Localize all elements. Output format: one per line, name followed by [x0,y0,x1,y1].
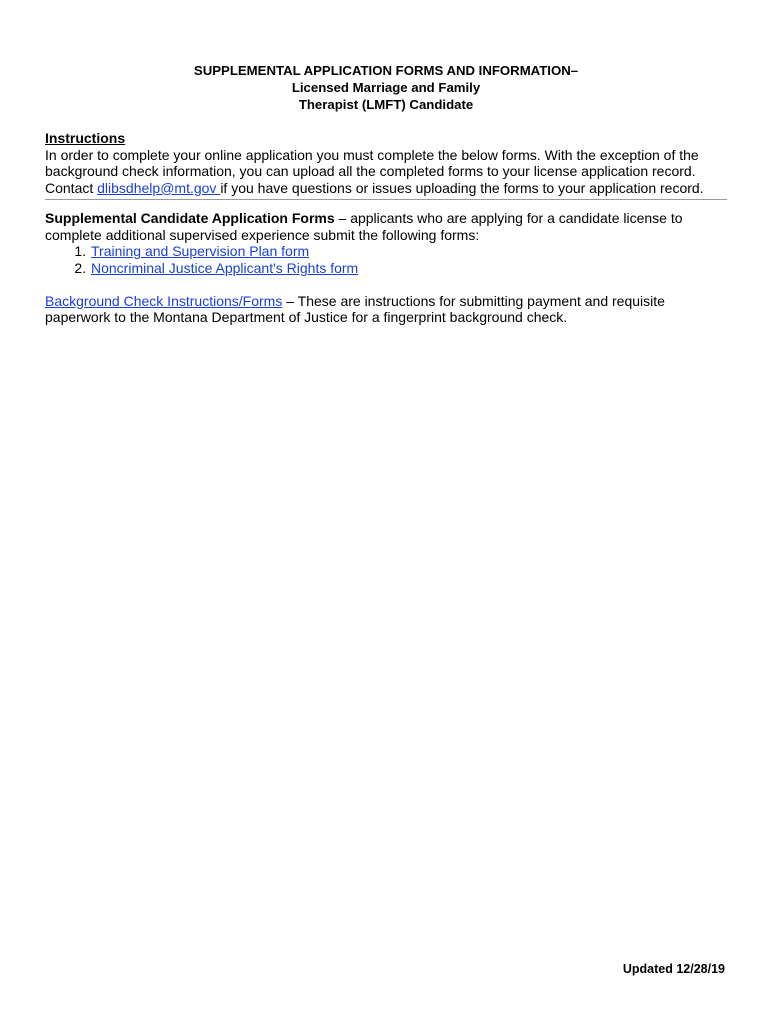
background-check-link[interactable]: Background Check Instructions/Forms [45,292,283,309]
list-item [90,243,727,260]
training-supervision-plan-link[interactable]: Training and Supervision Plan form [91,243,310,260]
instructions-text: In order to complete your online application you must complete the below forms. With the exception of the background check information, you can upload all the completed forms to your license application record. Contact [45,146,699,196]
title-line-1: SUPPLEMENTAL APPLICATION FORMS AND INFORMATION– [193,63,579,78]
updated-date: Updated 12/28/19 [622,962,725,976]
supplemental-paragraph [45,210,727,243]
forms-list [45,243,727,276]
noncriminal-justice-rights-link[interactable]: Noncriminal Justice Applicant's Rights form [91,260,359,277]
supplemental-heading: Supplemental Candidate Application Forms [45,210,335,227]
list-item [90,260,727,277]
title-line-2: Licensed Marriage and Family [291,80,481,95]
background-text: – These are instructions for submitting payment and requisite paperwork to the Montana Department of Justice for a fingerprint background check. [45,292,665,326]
document-page [45,62,727,326]
email-link[interactable]: dlibsdhelp@mt.gov [97,179,221,196]
instructions-paragraph [45,147,727,201]
background-paragraph [45,293,727,326]
instructions-heading: Instructions [45,130,126,146]
document-title [45,62,727,113]
instructions-text-end: if you have questions or issues uploading the forms to your application record. [220,179,704,196]
title-line-3: Therapist (LMFT) Candidate [298,97,474,112]
supplemental-text: – applicants who are applying for a candidate license to complete additional supervised experience submit the following forms: [45,210,683,243]
